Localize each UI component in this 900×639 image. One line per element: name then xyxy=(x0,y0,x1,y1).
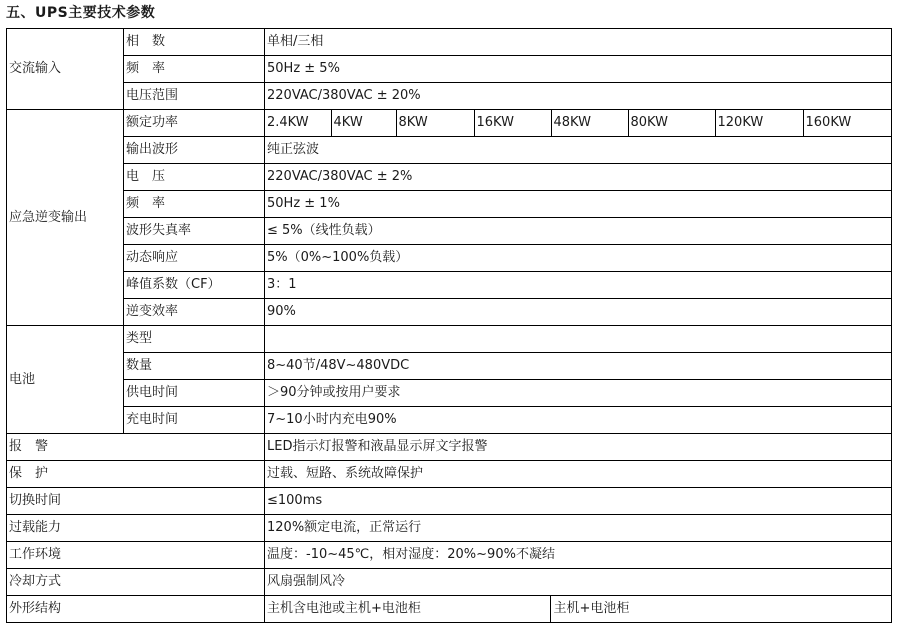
table-row xyxy=(7,407,892,434)
table-row xyxy=(7,191,892,218)
param-label: 逆变效率 xyxy=(124,299,265,326)
power-value: 16KW xyxy=(474,110,551,136)
table-row xyxy=(7,137,892,164)
param-value: 5%（0%~100%负载） xyxy=(265,245,892,272)
param-label: 相 数 xyxy=(124,29,265,56)
table-row xyxy=(7,245,892,272)
param-value: 220VAC/380VAC ± 20% xyxy=(265,83,892,110)
param-value: 温度：-10~45℃，相对湿度：20%~90%不凝结 xyxy=(265,542,892,569)
power-value: 120KW xyxy=(715,110,803,136)
table-row xyxy=(7,272,892,299)
param-label: 数量 xyxy=(124,353,265,380)
power-value: 80KW xyxy=(628,110,715,136)
param-value: 单相/三相 xyxy=(265,29,892,56)
power-value: 2.4KW xyxy=(267,115,309,130)
param-label: 切换时间 xyxy=(7,488,265,515)
power-value: 48KW xyxy=(551,110,628,136)
param-value: 120%额定电流，正常运行 xyxy=(265,515,892,542)
param-label: 电压范围 xyxy=(124,83,265,110)
table-row xyxy=(7,353,892,380)
param-value: 8~40节/48V~480VDC xyxy=(265,353,892,380)
table-row xyxy=(7,164,892,191)
param-label: 充电时间 xyxy=(124,407,265,434)
power-value: 8KW xyxy=(396,110,474,136)
table-row xyxy=(7,515,892,542)
table-row xyxy=(7,29,892,56)
param-label: 额定功率 xyxy=(124,110,265,137)
power-values-cell xyxy=(265,110,892,137)
group-ac-input: 交流输入 xyxy=(7,29,124,110)
param-label: 频 率 xyxy=(124,56,265,83)
param-label: 报 警 xyxy=(7,434,265,461)
param-value: ≤ 5%（线性负载） xyxy=(265,218,892,245)
param-value: 7~10小时内充电90% xyxy=(265,407,892,434)
param-value: 风扇强制风冷 xyxy=(265,569,892,596)
table-row xyxy=(7,596,892,623)
param-label: 工作环境 xyxy=(7,542,265,569)
power-values xyxy=(265,110,891,136)
param-label: 保 护 xyxy=(7,461,265,488)
table-row xyxy=(7,56,892,83)
table-row xyxy=(7,569,892,596)
power-value: 4KW xyxy=(331,110,396,136)
table-row xyxy=(7,299,892,326)
param-label: 峰值系数（CF） xyxy=(124,272,265,299)
power-value: 160KW xyxy=(803,110,891,136)
param-label: 过载能力 xyxy=(7,515,265,542)
spec-table xyxy=(6,28,892,623)
param-label: 供电时间 xyxy=(124,380,265,407)
group-battery: 电池 xyxy=(7,326,124,434)
param-value: ＞90分钟或按用户要求 xyxy=(265,380,892,407)
table-row xyxy=(7,380,892,407)
param-label: 动态响应 xyxy=(124,245,265,272)
param-value: 50Hz ± 1% xyxy=(265,191,892,218)
param-value: ≤100ms xyxy=(265,488,892,515)
param-value: LED指示灯报警和液晶显示屏文字报警 xyxy=(265,434,892,461)
table-row xyxy=(7,434,892,461)
table-row xyxy=(7,488,892,515)
param-value xyxy=(265,326,892,353)
param-label: 冷却方式 xyxy=(7,569,265,596)
param-value: 3：1 xyxy=(265,272,892,299)
param-value: 90% xyxy=(265,299,892,326)
param-value: 主机+电池柜 xyxy=(551,596,892,623)
table-row xyxy=(7,461,892,488)
page-title: 五、UPS主要技术参数 xyxy=(6,5,156,21)
param-label: 外形结构 xyxy=(7,596,265,623)
param-label: 波形失真率 xyxy=(124,218,265,245)
param-value: 主机含电池或主机+电池柜 xyxy=(265,596,551,623)
group-inverter-output: 应急逆变输出 xyxy=(7,110,124,326)
table-row xyxy=(7,83,892,110)
table-row xyxy=(7,218,892,245)
param-value: 过载、短路、系统故障保护 xyxy=(265,461,892,488)
param-label: 电 压 xyxy=(124,164,265,191)
table-row xyxy=(7,542,892,569)
param-value: 50Hz ± 5% xyxy=(265,56,892,83)
param-label: 类型 xyxy=(124,326,265,353)
table-row xyxy=(7,110,892,137)
param-label: 频 率 xyxy=(124,191,265,218)
param-value: 220VAC/380VAC ± 2% xyxy=(265,164,892,191)
param-value: 纯正弦波 xyxy=(265,137,892,164)
table-row xyxy=(7,326,892,353)
param-label: 输出波形 xyxy=(124,137,265,164)
